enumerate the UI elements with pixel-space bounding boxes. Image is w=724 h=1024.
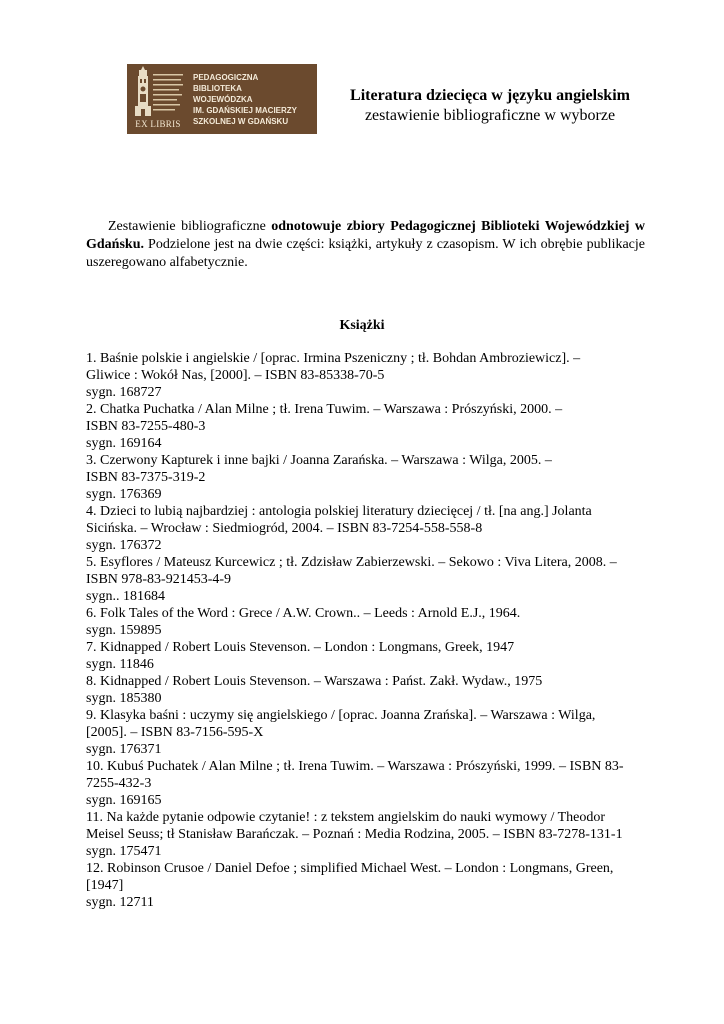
- entry-line: 12. Robinson Crusoe / Daniel Defoe ; simplified Michael West. – London : Longmans, Green,: [86, 861, 614, 876]
- entry-line: sygn. 169165: [86, 793, 162, 808]
- entry-line: 7. Kidnapped / Robert Louis Stevenson. – London : Longmans, Greek, 1947: [86, 640, 515, 655]
- entry-line: sygn. 169164: [86, 436, 162, 451]
- entry-line: Meisel Seuss; tł Stanisław Barańczak. – Poznań : Media Rodzina, 2005. – ISBN 83-7278-131-1: [86, 827, 623, 842]
- bibliography-list: [86, 350, 661, 911]
- intro-text-continued: Podzielone jest na dwie części: książki, artykuły z czasopism. W ich obrębie publikacje uszeregowano alfabetycznie.: [86, 237, 645, 270]
- entry-line: ISBN 978-83-921453-4-9: [86, 572, 232, 587]
- entry-line: 9. Klasyka baśni : uczymy się angielskiego / [oprac. Joanna Zrańska]. – Warszawa : Wilga,: [86, 708, 596, 723]
- entry-line: 7255-432-3: [86, 776, 152, 791]
- entry-line: sygn. 168727: [86, 385, 162, 400]
- entry-line: Sicińska. – Wrocław : Siedmiogród, 2004. – ISBN 83-7254-558-558-8: [86, 521, 483, 536]
- entry-line: 6. Folk Tales of the Word : Grece / A.W. Crown.. – Leeds : Arnold E.J., 1964.: [86, 606, 521, 621]
- bibliography-entry: [86, 605, 661, 639]
- document-header: [330, 86, 650, 126]
- bibliography-entry: [86, 809, 661, 860]
- entry-line: 1. Baśnie polskie i angielskie / [oprac. Irmina Pszeniczny ; tł. Bohdan Ambroziewicz]. –: [86, 351, 581, 366]
- document-subtitle: zestawienie bibliograficzne w wyborze: [364, 107, 616, 124]
- entry-line: sygn. 176371: [86, 742, 162, 757]
- logo-line: SZKOLNEJ W GDAŃSKU: [193, 117, 289, 126]
- logo-line: BIBLIOTEKA: [193, 84, 242, 93]
- section-title: Książki: [339, 318, 385, 333]
- intro-paragraph: [86, 218, 645, 272]
- bibliography-entry: [86, 707, 661, 758]
- bibliography-entry: [86, 452, 661, 503]
- entry-line: Gliwice : Wokół Nas, [2000]. – ISBN 83-85338-70-5: [86, 368, 385, 383]
- entry-line: 2. Chatka Puchatka / Alan Milne ; tł. Irena Tuwim. – Warszawa : Prószyński, 2000. –: [86, 402, 563, 417]
- entry-line: ISBN 83-7255-480-3: [86, 419, 206, 434]
- bibliography-entry: [86, 350, 661, 401]
- entry-line: sygn. 176369: [86, 487, 162, 502]
- entry-line: 3. Czerwony Kapturek i inne bajki / Joanna Zarańska. – Warszawa : Wilga, 2005. –: [86, 453, 552, 468]
- logo-line: WOJEWÓDZKA: [193, 95, 253, 104]
- bibliography-entry: [86, 503, 661, 554]
- bibliography-entry: [86, 554, 661, 605]
- entry-line: 5. Esyflores / Mateusz Kurcewicz ; tł. Zdzisław Zabierzewski. – Sekowo : Viva Litera, 2008. –: [86, 555, 617, 570]
- library-logo: [127, 64, 317, 134]
- entry-line: sygn. 12711: [86, 895, 154, 910]
- entry-line: sygn.. 181684: [86, 589, 165, 604]
- entry-line: 8. Kidnapped / Robert Louis Stevenson. – Warszawa : Państ. Zakł. Wydaw., 1975: [86, 674, 543, 689]
- entry-line: sygn. 11846: [86, 657, 154, 672]
- entry-line: sygn. 176372: [86, 538, 162, 553]
- intro-bold-text: odnotowuje zbiory Pedagogicznej Biblioteki Wojewódzkiej w Gdańsku.: [86, 219, 646, 252]
- logo-line: IM. GDAŃSKIEJ MACIERZY: [193, 106, 298, 115]
- bibliography-entry: [86, 639, 661, 673]
- entry-line: ISBN 83-7375-319-2: [86, 470, 206, 485]
- entry-line: 4. Dzieci to lubią najbardziej : antologia polskiej literatury dziecięcej / tł. [na ang.] Jolanta: [86, 504, 592, 519]
- entry-line: [1947]: [86, 878, 124, 893]
- intro-text: Zestawienie bibliograficzne: [108, 219, 272, 234]
- ex-libris-label: EX LIBRIS: [135, 119, 181, 129]
- entry-line: [2005]. – ISBN 83-7156-595-X: [86, 725, 264, 740]
- entry-line: sygn. 159895: [86, 623, 162, 638]
- logo-line: PEDAGOGICZNA: [193, 73, 259, 82]
- entry-line: sygn. 185380: [86, 691, 162, 706]
- bibliography-entry: [86, 758, 661, 809]
- bibliography-entry: [86, 860, 661, 911]
- entry-line: 10. Kubuś Puchatek / Alan Milne ; tł. Irena Tuwim. – Warszawa : Prószyński, 1999. – ISBN 83-: [86, 759, 624, 774]
- document-title: Literatura dziecięca w języku angielskim: [350, 87, 630, 104]
- bibliography-entry: [86, 673, 661, 707]
- logo-text: [193, 72, 315, 127]
- bibliography-entry: [86, 401, 661, 452]
- entry-line: 11. Na każde pytanie odpowie czytanie! : z tekstem angielskim do nauki wymowy / Theodor: [86, 810, 606, 825]
- entry-line: sygn. 175471: [86, 844, 162, 859]
